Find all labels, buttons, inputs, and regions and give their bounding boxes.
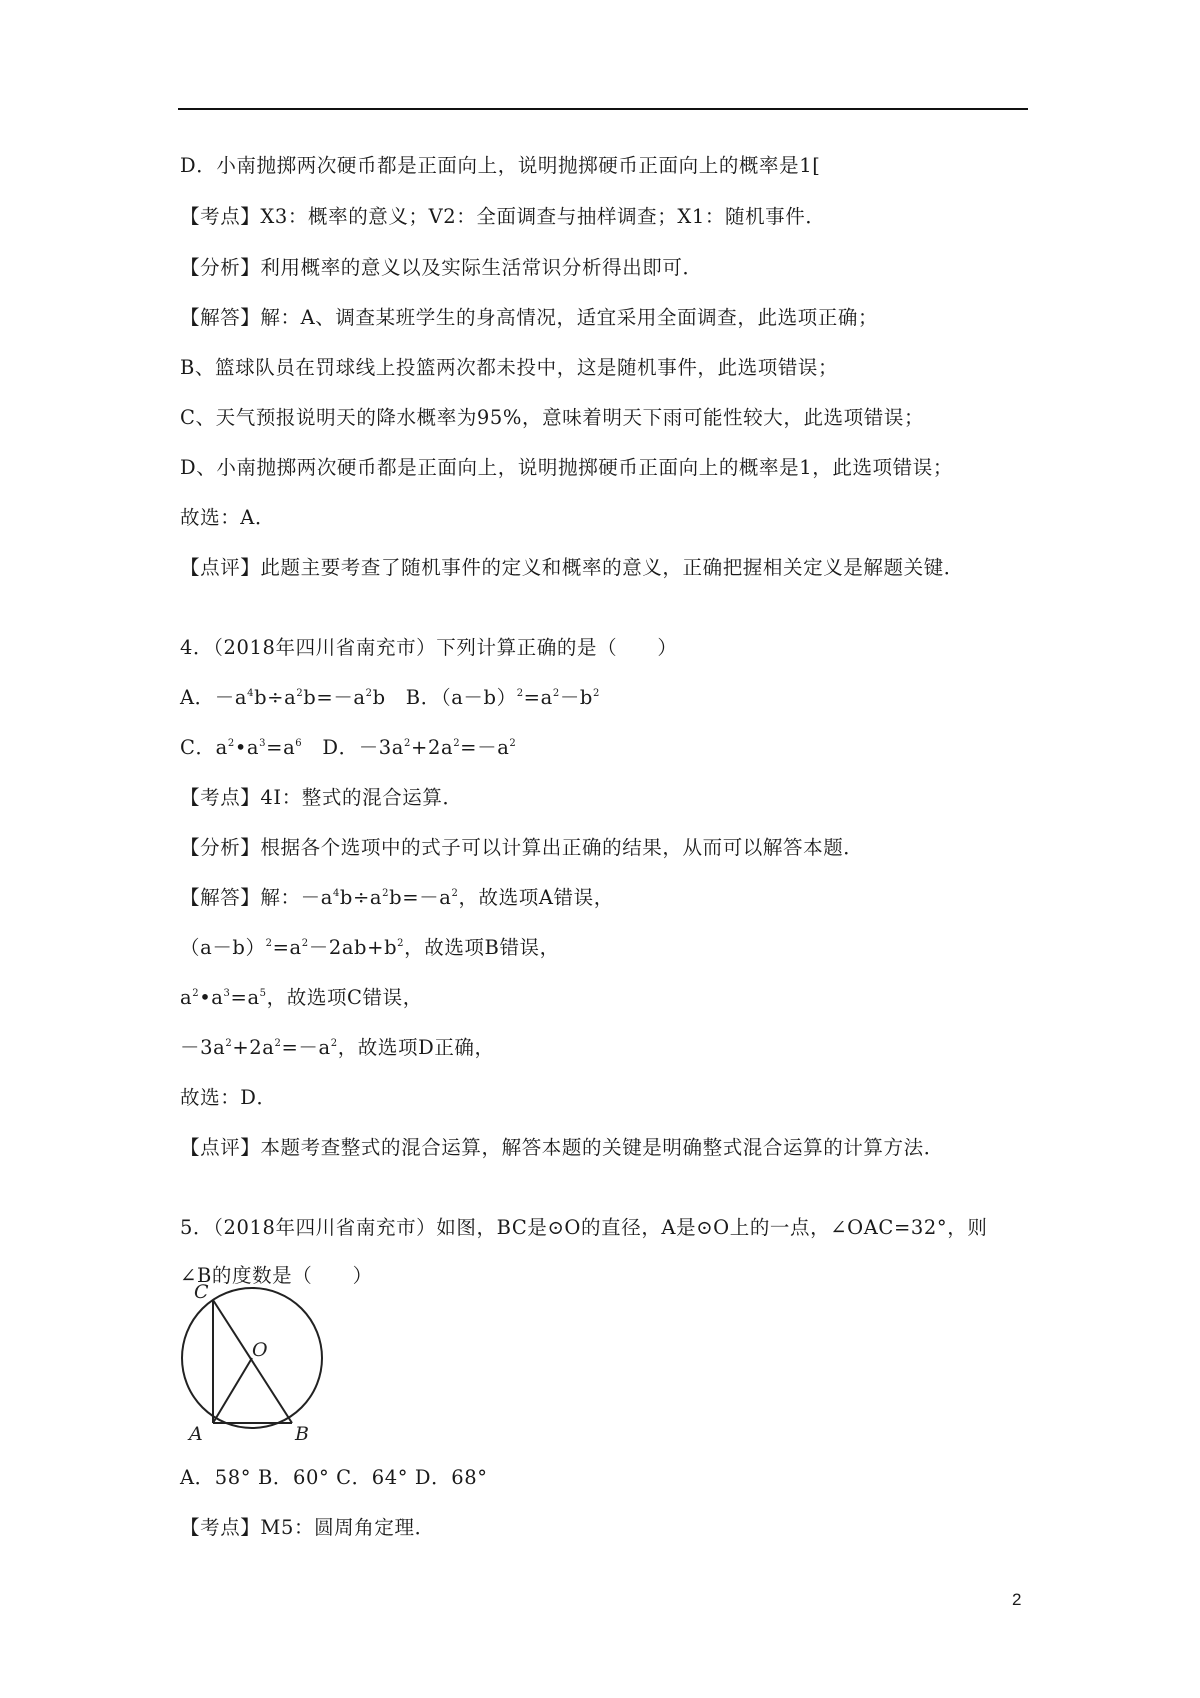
q5-options: A．58° B．60° C．64° D．68°: [180, 1466, 488, 1489]
q3-jieda-d: D、小南抛掷两次硬币都是正面向上，说明抛掷硬币正面向上的概率是1，此选项错误；: [180, 456, 953, 479]
q3-fenxi: 【分析】利用概率的意义以及实际生活常识分析得出即可．: [180, 256, 703, 279]
q4-kaodian: 【考点】4I：整式的混合运算．: [180, 786, 463, 809]
page-number: 2: [1012, 1590, 1022, 1609]
q4-answer: 故选：D．: [180, 1086, 277, 1109]
label-a: A: [189, 1423, 203, 1444]
label-c: C: [194, 1281, 209, 1303]
q3-answer: 故选：A．: [180, 506, 276, 529]
q3-dianping: 【点评】此题主要考查了随机事件的定义和概率的意义，正确把握相关定义是解题关键．: [180, 556, 964, 579]
q3-jieda-c: C、天气预报说明天的降水概率为95%，意味着明天下雨可能性较大，此选项错误；: [180, 406, 925, 429]
label-b: B: [295, 1423, 309, 1444]
q3-kaodian: 【考点】X3：概率的意义；V2：全面调查与抽样调查；X1：随机事件．: [180, 205, 826, 228]
q4-options-ab: A．$-a^4b\div a^2b=-a^2b$ B．$(a-b)^2=a^2-b^2$: [180, 686, 600, 709]
q4-jieda-1: 【解答】解：$-a^4b\div a^2b=-a^2$，故选项A错误，: [180, 886, 614, 909]
q4-jieda-2: $(a-b)^2=a^2-2ab+b^2$，故选项B错误，: [180, 936, 560, 959]
q3-jieda-b: B、篮球队员在罚球线上投篮两次都未投中，这是随机事件，此选项错误；: [180, 356, 839, 379]
q4-stem: 4．（2018年四川省南充市）下列计算正确的是（ ）: [180, 636, 678, 659]
q3-option-d: D．小南抛掷两次硬币都是正面向上，说明抛掷硬币正面向上的概率是1[: [180, 154, 821, 177]
q4-jieda-4: $-3a^2+2a^2=-a^2$，故选项D正确，: [180, 1036, 495, 1059]
q4-fenxi: 【分析】根据各个选项中的式子可以计算出正确的结果，从而可以解答本题．: [180, 836, 864, 859]
segment-oa: [213, 1358, 252, 1423]
header-rule: [178, 108, 1028, 110]
q4-dianping: 【点评】本题考查整式的混合运算，解答本题的关键是明确整式混合运算的计算方法．: [180, 1136, 944, 1159]
q3-jieda: 【解答】解：A、调查某班学生的身高情况，适宜采用全面调查，此选项正确；: [180, 306, 879, 329]
q4-options-cd: C．$a^2•a^3=a^6$ D．$-3a^2+2a^2=-a^2$: [180, 736, 517, 759]
label-o: O: [252, 1339, 268, 1361]
q5-stem-line2: ∠B的度数是（ ）: [180, 1264, 373, 1287]
q5-stem-line1: 5．（2018年四川省南充市）如图，BC是⊙O的直径，A是⊙O上的一点，∠OAC=32°，则: [180, 1216, 988, 1239]
q4-jieda-3: $a^2•a^3=a^5$，故选项C错误，: [180, 986, 423, 1009]
circle-figure: [180, 1280, 326, 1444]
q5-kaodian: 【考点】M5：圆周角定理．: [180, 1516, 435, 1539]
